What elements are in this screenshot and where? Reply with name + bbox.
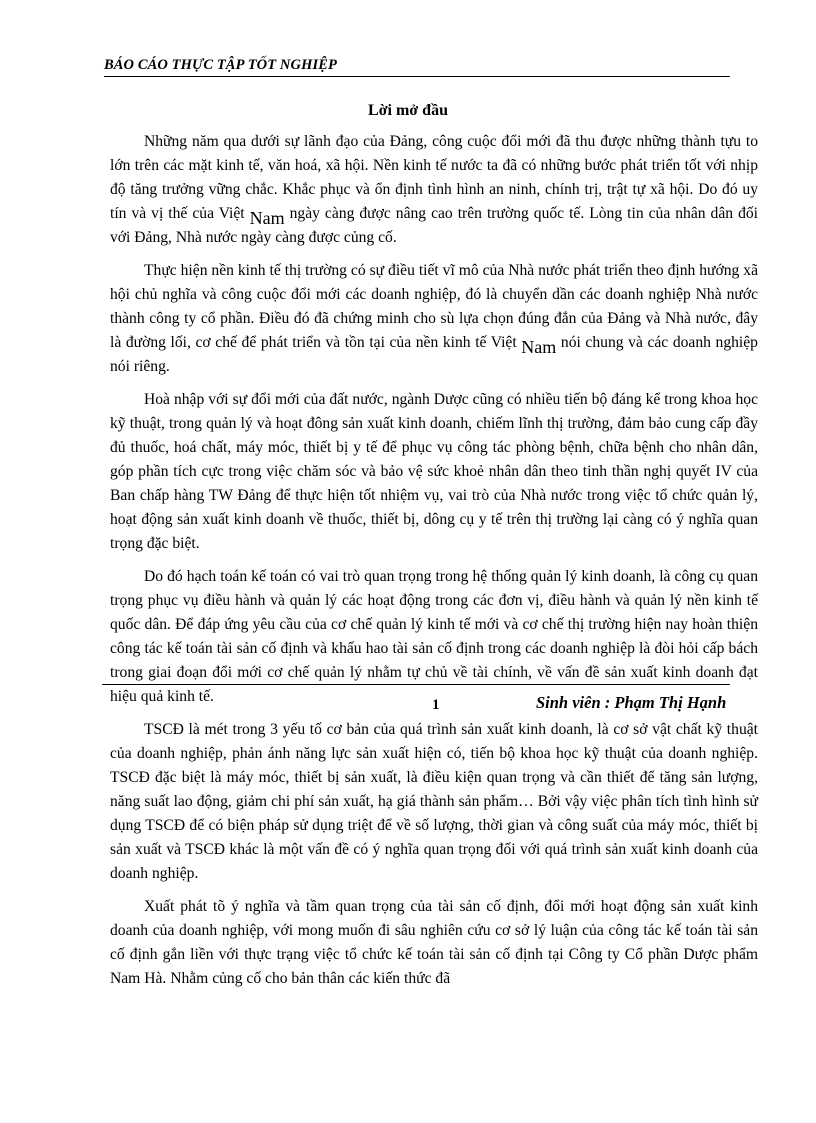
paragraph-1-subscript: Nam xyxy=(249,208,285,228)
page-title: Lời mở đầu xyxy=(368,102,448,119)
paragraph-1-text-a: Những năm qua dưới sự lãnh đạo của Đảng, công cuộc đổi mới đã thu được những thành tựu to lớn trên các mặt kinh tế, văn hoá, xã hội. Nền kinh tế nước ta đã có những bước phát triển tốt với nhịp độ tăng trưởng vững chắc. Khắc phục và ổn định tình hình an ninh, chính trị, trật tự xã hội. Do đó uy tín và vị thế của Việt xyxy=(110,133,758,222)
paragraph-2-text-a: Thực hiện nền kinh tế thị trường có sự điều tiết vĩ mô của Nhà nước phát triển theo định hướng xã hội chủ nghĩa và công cuộc đổi mới các doanh nghiệp, đó là chuyển dần các doanh nghiệp Nhà nước thành công ty cổ phần. Điều đó đã chứng minh cho sù lựa chọn đúng đắn của Đảng và Nhà nước, đây là đường lối, cơ chế để phát triển và tồn tại của nền kinh tế Việt xyxy=(110,262,758,351)
paragraph-6: Xuất phát tõ ý nghĩa và tầm quan trọng của tài sản cố định, đổi mới hoạt động sản xuất kinh doanh của doanh nghiệp, với mong muốn đi sâu nghiên cứu cơ sở lý luận của công tác kế toán tài sản cố định gắn liền với thực trạng việc tổ chức kế toán tài sản cố định tại Công ty Cổ phần Dược phẩm Nam Hà. Nhằm củng cố cho bản thân các kiến thức đã xyxy=(110,898,758,987)
paragraph-2-text-b: nói chung và các doanh nghiệp nói riêng. xyxy=(110,334,758,375)
paragraph-2 xyxy=(110,259,758,379)
paragraph-1-text-b: ngày càng được nâng cao trên trường quốc tế. Lòng tin của nhân dân đối với Đảng, Nhà nước ngày càng được củng cố. xyxy=(110,205,758,246)
paragraph-5: TSCĐ là mét trong 3 yếu tố cơ bản của quá trình sản xuất kinh doanh, là cơ sở vật chất kỹ thuật của doanh nghiệp, phản ánh năng lực sản xuất hiện có, tiến bộ khoa học kỹ thuật của doanh nghiệp. TSCĐ đặc biệt là máy móc, thiết bị sản xuất, là điều kiện quan trọng và cần thiết để tăng sản lượng, năng suất lao động, giảm chi phí sản xuất, hạ giá thành sản phẩm… Bởi vậy việc phân tích tình hình sử dụng TSCĐ để có biện pháp sử dụng triệt để về số lượng, thời gian và công suất của máy móc, thiết bị sản xuất và TSCĐ khác là một vấn đề có ý nghĩa quan trọng đối với quá trình sản xuất kinh doanh của doanh nghiệp. xyxy=(110,721,758,882)
paragraph-3: Hoà nhập với sự đổi mới của đất nước, ngành Dược cũng có nhiều tiến bộ đáng kể trong khoa học kỹ thuật, trong quản lý và hoạt đông sản xuất kinh doanh, chiếm lĩnh thị trường, đảm bảo cung cấp đầy đủ thuốc, hoá chất, máy móc, thiết bị y tế để phục vụ công tác phòng bệnh, chữa bệnh cho nhân dân, góp phần tích cực trong việc chăm sóc và bảo vệ sức khoẻ nhân dân theo tinh thần nghị quyết IV của Ban chấp hàng TW Đảng để thực hiện tốt nhiệm vụ, vai trò của Nhà nước trong việc tổ chức quản lý, hoạt động sản xuất kinh doanh về thuốc, thiết bị, dông cụ y tế trên thị trường lại càng có ý nghĩa quan trọng đặc biệt. xyxy=(110,391,758,552)
document-body xyxy=(110,130,758,1000)
paragraph-2-subscript: Nam xyxy=(521,337,557,357)
page-number: 1 xyxy=(432,697,440,713)
student-name: Sinh viên : Phạm Thị Hạnh xyxy=(536,693,727,712)
report-header-title: BÁO CÁO THỰC TẬP TỐT NGHIỆP xyxy=(104,57,337,73)
report-header xyxy=(104,57,730,77)
paragraph-1 xyxy=(110,130,758,250)
paragraph-4: Do đó hạch toán kế toán có vai trò quan trọng trong hệ thống quản lý kinh doanh, là công cụ quan trọng phục vụ điều hành và quản lý các hoạt động trong các đơn vị, điều hành và quản lý nền kinh tế quốc dân. Để đáp ứng yêu cầu của cơ chế quản lý kinh tế mới và cơ chế thị trường hiện nay hoàn thiện công tác kế toán tài sản cố định và khấu hao tài sản cố định trong các doanh nghiệp là đòi hỏi cấp bách trong giai đoạn đổi mới cơ chế quản lý nhằm tự chủ về tài chính, về vấn đề sản xuất kinh doanh đạt hiệu quả kinh tế. xyxy=(110,568,758,705)
footer-divider xyxy=(102,684,730,685)
